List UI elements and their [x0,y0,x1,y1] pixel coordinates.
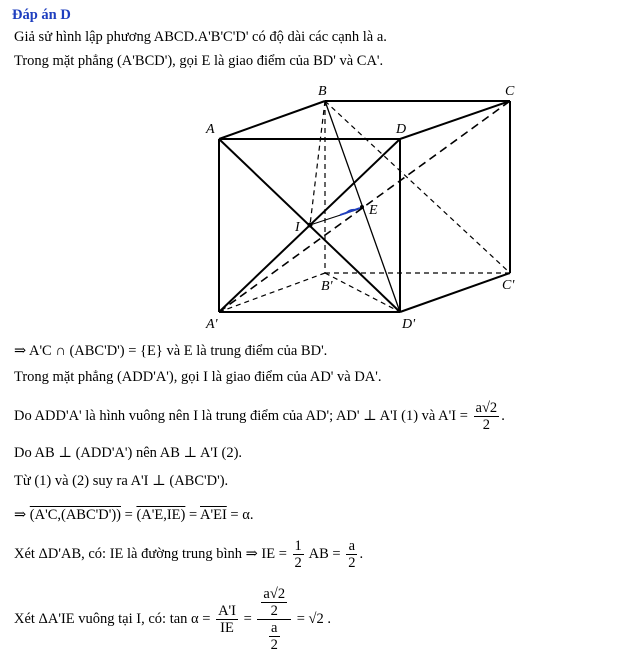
label-C: C [505,84,515,99]
implies-symbol: ⇒ [14,507,27,523]
answer-title: Đáp án D [12,7,71,23]
fraction-one-half [293,538,304,571]
s7-mid: AB = [308,545,341,562]
label-D1: D' [402,317,416,332]
solution-line-2: Trong mặt phẳng (ADD'A'), gọi I là giao điểm của AD' và DA'. [14,369,382,385]
frac-den: IE [220,620,234,636]
frac-num: a [346,538,357,555]
label-D: D [396,122,407,137]
frac-num: 1 [294,538,302,554]
solution-line-1: ⇒ A'C ∩ (ABC'D') = {E} và E là trung điểm của BD'. [14,343,328,359]
hidden-BI [310,101,325,225]
frac-den: 2 [270,637,278,653]
frac-den: 2 [270,603,278,619]
solution-line-6: ⇒ (A'C,(ABC'D')) = (A'E,IE) = A'EI = α. [14,507,254,523]
hidden-BC1 [325,101,510,273]
point-E [360,205,364,209]
compound-fraction [257,586,291,653]
frac-num: A'I [218,603,236,619]
edge-DC [400,101,510,139]
fraction-A1I-over-IE [216,603,238,636]
intro-line-1: Giả sử hình lập phương ABCD.A'B'C'D' có độ dài các cạnh là a. [14,29,387,45]
edge-AB [219,101,325,139]
label-C1: C' [502,278,515,293]
inner-fraction-bottom [269,620,280,653]
angle-A1C-plane: (A'C,(ABC'D')) [29,507,121,523]
frac-den: 2 [482,417,490,433]
point-I [308,223,313,228]
frac-den: 2 [348,555,356,571]
compound-den [257,620,291,653]
frac-den: 2 [294,555,302,571]
solution-line-5: Từ (1) và (2) suy ra A'I ⊥ (ABC'D'). [14,473,229,489]
frac-num: a√2 [263,586,286,602]
label-B: B [318,84,327,99]
label-B1: B' [321,279,333,294]
frac-num: a [269,620,280,637]
diag-A1C [219,101,510,312]
angle-A1EI: A'EI [200,507,227,523]
result: = √2 . [296,610,331,627]
label-A: A [206,122,215,137]
fraction-a-half [346,538,357,571]
s7-text: Xét ΔD'AB, có: IE là đường trung bình ⇒ IE = [14,545,287,562]
alpha: α [242,507,250,523]
fraction-a-root2-over-2 [474,400,500,433]
intro-line-2: Trong mặt phẳng (A'BCD'), gọi E là giao điểm của BD' và CA'. [14,53,384,69]
solution-line-7: Xét ΔD'AB, có: IE là đường trung bình ⇒ IE = $\frac{1}{2}$ AB = $\frac{a}{2}$ . [14,538,364,571]
hidden-A1B1 [219,273,325,312]
label-I: I [295,220,300,235]
frac-num: a√2 [475,400,498,416]
angle-A1E-IE: (A'E,IE) [136,507,186,523]
s8-text: Xét ΔA'IE vuông tại I, có: tan α = [14,610,211,627]
edge-D1C1 [400,273,510,312]
inner-fraction-top [261,586,287,619]
label-E: E [369,203,378,218]
solution-line-8: Xét ΔA'IE vuông tại I, có: tan α = $\frac{A'I}{IE}$ = $\frac{\frac{a√2}{2}}{\frac{a}{2}}$ = √2 . [14,586,331,653]
compound-num [257,586,291,620]
solution-line-4: Do AB ⊥ (ADD'A') nên AB ⊥ A'I (2). [14,445,243,461]
s3-text: Do ADD'A' là hình vuông nên I là trung điểm của AD'; AD' ⊥ A'I (1) và A'I = [14,407,468,424]
solution-line-3: Do ADD'A' là hình vuông nên I là trung điểm của AD'; AD' ⊥ A'I (1) và A'I = $\frac{a√2}{2}$ . [14,400,505,433]
label-A1: A' [206,317,218,332]
